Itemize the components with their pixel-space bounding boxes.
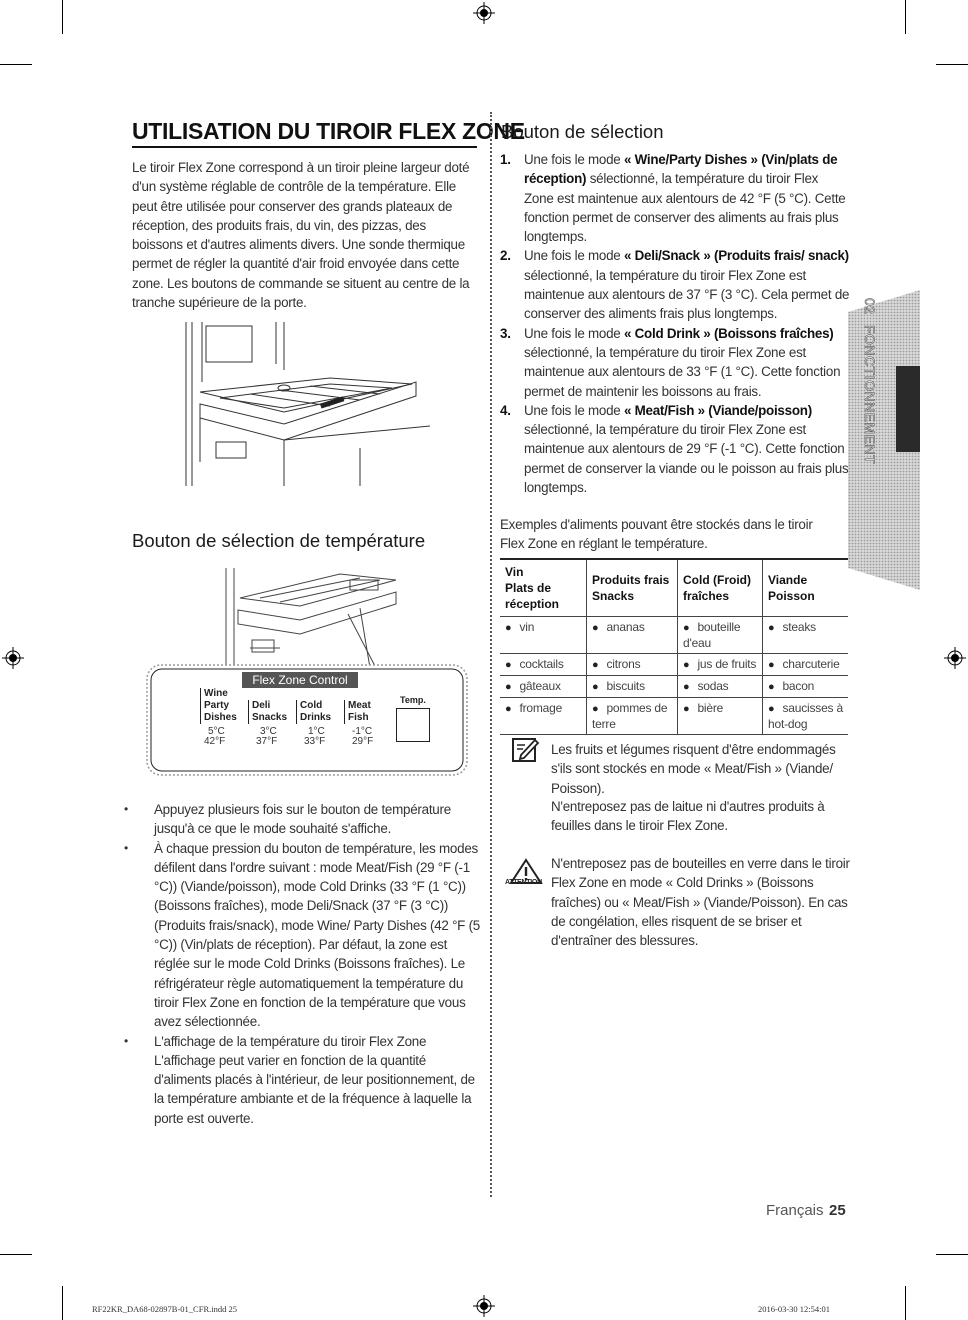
mode-cold-drinks[interactable]: [296, 700, 346, 724]
mode-label-line: Cold: [300, 700, 323, 711]
step-text: Une fois le mode: [524, 402, 624, 418]
print-slug-file: RF22KR_DA68-02897B-01_CFR.indd 25: [92, 1304, 237, 1314]
table-header: Vin Plats de réception: [505, 565, 560, 611]
footer-language: Français: [766, 1202, 824, 1219]
table-cell: ● bouteille d'eau: [678, 617, 763, 654]
temp-button-label: Temp.: [400, 695, 426, 705]
trim-mark: [936, 64, 968, 65]
table-header: Produits frais Snacks: [587, 559, 678, 617]
registration-mark-icon: [2, 647, 24, 669]
mode-deli-snacks[interactable]: [248, 700, 298, 724]
table-cell: ● sodas: [678, 676, 763, 698]
title-underline: [132, 146, 477, 148]
step-item: [500, 246, 850, 323]
mode-label-line: Fish: [348, 712, 369, 723]
side-tab-text: FONCTIONNEMENT: [862, 324, 878, 465]
mode-meat-fish[interactable]: [344, 700, 388, 724]
table-header: Cold (Froid) fraîches: [678, 559, 763, 617]
table-cell: ● vin: [500, 617, 587, 654]
page-number: 25: [829, 1202, 846, 1219]
mode-temp-celsius: 5°C: [208, 726, 225, 737]
selection-steps: [500, 150, 850, 497]
table-cell: ● pommes de terre: [587, 698, 678, 735]
step-item: [500, 324, 850, 401]
trim-mark: [905, 0, 906, 34]
mode-temp-celsius: 3°C: [260, 726, 277, 737]
step-text: Une fois le mode: [524, 248, 624, 264]
mode-label-line: Wine: [204, 688, 228, 699]
list-item: • L'affichage de la température du tiroir Flex Zone L'affichage peut varier en fonction de la quantité d'aliments placés à l'intérieur, de leur positionnement, de la température ambiante et de la fréquence à laquelle la porte est ouverte.: [122, 1032, 482, 1128]
table-cell: ● jus de fruits: [678, 654, 763, 676]
step-number: 3.: [500, 325, 511, 341]
step-number: 4.: [500, 402, 511, 418]
table-cell: ● bacon: [763, 676, 849, 698]
step-text: Une fois le mode: [524, 152, 624, 167]
step-mode: « Wine/Party Dishes » (Vin/plats de réception): [524, 152, 838, 187]
mode-temp-fahrenheit: 37°F: [256, 736, 278, 747]
table-cell: ● steaks: [763, 617, 849, 654]
table-cell: ● gâteaux: [500, 676, 587, 698]
mode-label-line: Dishes: [204, 712, 237, 723]
examples-intro: Exemples d'aliments pouvant être stockés dans le tiroir Flex Zone en réglant le température.: [500, 517, 813, 552]
flex-zone-control-panel: [146, 664, 468, 776]
list-item: • Appuyez plusieurs fois sur le bouton de température jusqu'à ce que le mode souhaité s'affiche.: [122, 800, 482, 839]
step-text: sélectionné, la température du tiroir Flex Zone est maintenue aux alentours de 37 °F (3 °C). Cela permet de conserver des aliments frais plus longtemps.: [524, 267, 850, 322]
mode-temp-celsius: 1°C: [308, 726, 325, 737]
trim-mark: [62, 0, 63, 34]
table-cell: ● ananas: [587, 617, 678, 654]
table-cell: ● cocktails: [500, 654, 587, 676]
print-slug-timestamp: 2016-03-30 12:54:01: [758, 1304, 831, 1314]
mode-temp-celsius: -1°C: [352, 726, 373, 737]
panel-title: Flex Zone Control: [252, 673, 348, 687]
mode-label-line: Deli: [252, 700, 271, 711]
step-mode: « Meat/Fish » (Viande/poisson): [623, 402, 812, 418]
table-row: [500, 676, 848, 698]
table-cell: ● charcuterie: [763, 654, 849, 676]
trim-mark: [905, 1286, 906, 1320]
note-icon: [511, 735, 541, 765]
registration-mark-icon: [944, 647, 966, 669]
mode-temp-fahrenheit: 33°F: [304, 736, 326, 747]
registration-mark-icon: [473, 2, 495, 24]
mode-wine-party-dishes[interactable]: [200, 688, 250, 724]
flex-zone-drawer-illustration: [180, 322, 442, 486]
table-cell: ● citrons: [587, 654, 678, 676]
mode-temp-fahrenheit: 42°F: [204, 736, 226, 747]
table-cell: ● biscuits: [587, 676, 678, 698]
table-header-row: [500, 559, 848, 617]
selection-heading: Bouton de sélection: [501, 121, 664, 142]
drawer-closeup-illustration: [220, 568, 400, 668]
step-text: sélectionné, la température du tiroir Flex Zone est maintenue aux alentours de 29 °F (-1 °C). Cette fonction permet de conserver la viande ou le poisson au frais plus longtemps.: [524, 422, 849, 496]
step-text: sélectionné, la température du tiroir Flex Zone est maintenue aux alentours de 42 °F (5 °C). Cette fonction permet de conserver des aliments au frais plus longtemps.: [524, 171, 846, 245]
table-row: [500, 617, 848, 654]
step-item: [500, 401, 850, 497]
registration-mark-icon: [473, 1295, 495, 1317]
chapter-side-tab: [848, 290, 920, 590]
table-row: [500, 698, 848, 735]
mode-label-line: Party: [204, 700, 230, 711]
trim-mark: [0, 1254, 32, 1255]
trim-mark: [0, 64, 32, 65]
mode-label-line: Snacks: [252, 712, 288, 723]
column-divider: [490, 112, 492, 1197]
table-cell: ● saucisses à hot-dog: [763, 698, 849, 735]
step-text: Une fois le mode: [524, 325, 624, 341]
side-tab-number: 02: [862, 298, 878, 315]
temperature-bullets: [122, 800, 482, 1128]
food-examples-table: [500, 558, 848, 735]
mode-label-line: Drinks: [300, 712, 332, 723]
step-number: 1.: [500, 152, 511, 167]
mode-temp-fahrenheit: 29°F: [352, 736, 374, 747]
table-cell: ● fromage: [500, 698, 587, 735]
step-text: sélectionné, la température du tiroir Flex Zone est maintenue aux alentours de 33 °F (1 °C). Cette fonction permet de maintenir les boissons au frais.: [524, 344, 841, 399]
note-text-2: N'entreposez pas de laitue ni d'autres produits à feuilles dans le tiroir Flex Zone.: [551, 799, 825, 834]
list-item: • À chaque pression du bouton de température, les modes défilent dans l'ordre suivant : mode Meat/Fish (29 °F (-1 °C)) (Viande/poisson), mode Cold Drinks (33 °F (1 °C)) (Boissons fraîches), mode Deli/Snack (37 °F (3 °C)) (Produits frais/snack), mode Wine/ Party Dishes (42 °F (5 °C)) (Vin/plats de réception). Par défaut, la zone est réglée sur le mode Cold Drinks (Boissons fraîches). Le réfrigérateur règle automatiquement la température du tiroir Flex Zone en fonction de la température que vous avez sélectionnée.: [122, 839, 482, 1032]
step-mode: « Deli/Snack » (Produits frais/ snack): [623, 248, 849, 264]
page-title: UTILISATION DU TIROIR FLEX ZONE: [132, 118, 525, 144]
table-cell: ● bière: [678, 698, 763, 735]
trim-mark: [62, 1286, 63, 1320]
trim-mark: [936, 1254, 968, 1255]
step-number: 2.: [500, 248, 511, 264]
step-item: [500, 150, 850, 246]
temperature-heading: Bouton de sélection de température: [132, 530, 426, 551]
mode-label-line: Meat: [348, 700, 371, 711]
table-row: [500, 654, 848, 676]
table-header: Viande Poisson: [763, 559, 849, 617]
side-tab-label: [858, 298, 878, 498]
warning-text: N'entreposez pas de bouteilles en verre dans le tiroir Flex Zone en mode « Cold Drinks » (Boissons fraîches) ou « Meat/Fish » (Viande/Poisson). En cas de congélation, elles risquent de se briser et d'entraîner des blessures.: [551, 856, 850, 949]
note-text-1: Les fruits et légumes risquent d'être endommagés s'ils sont stockés en mode « Meat/Fish » (Viande/ Poisson).: [551, 742, 836, 796]
intro-paragraph: Le tiroir Flex Zone correspond à un tiroir pleine largeur doté d'un système réglable de contrôle de la température. Elle peut être utilisée pour conserver des grands plateaux de réception, des produits frais, du vin, des pizzas, des boissons et d'autres aliments divers. Une sonde thermique permet de régler la quantité d'air froid envoyée dans cette zone. Les boutons de commande se situent au centre de la tranche supérieure de la porte.: [132, 160, 470, 311]
temp-button[interactable]: [396, 708, 430, 742]
step-mode: « Cold Drink » (Boissons fraîches): [623, 325, 834, 341]
warning-label: ATTENTION: [505, 879, 542, 886]
